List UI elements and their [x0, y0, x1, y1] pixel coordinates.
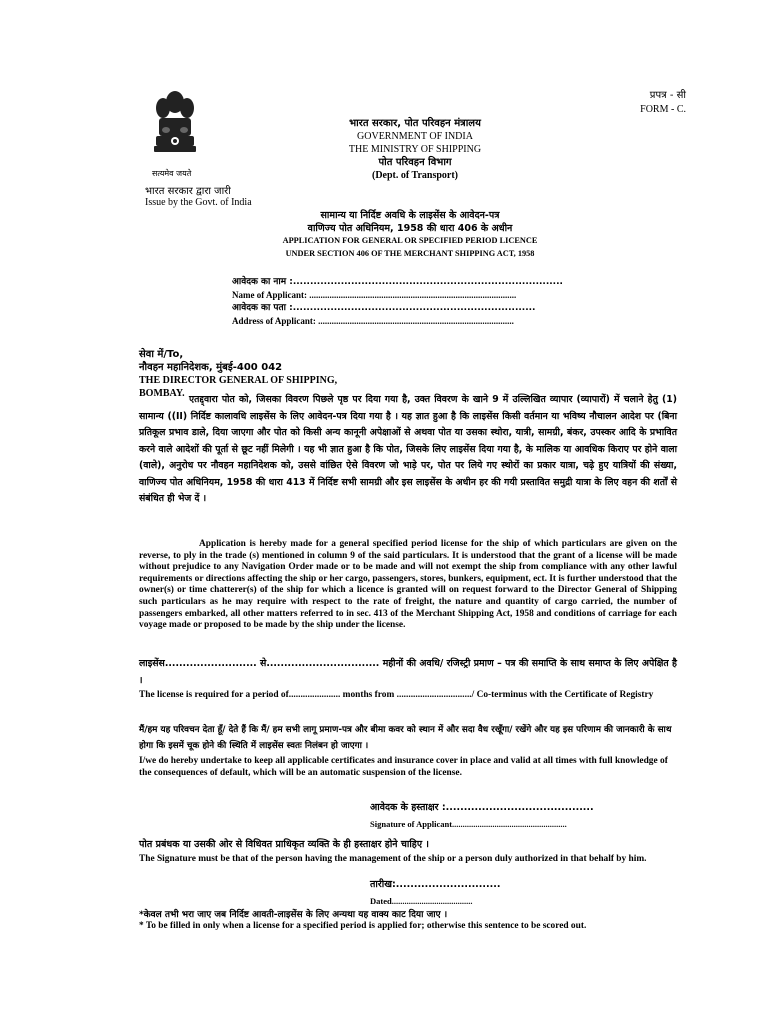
- emblem-motto: सत्यमेव जयते: [152, 169, 192, 178]
- form-code: [640, 89, 686, 117]
- dated-field[interactable]: Dated......................................: [370, 896, 473, 906]
- ministry-header: [260, 117, 570, 182]
- undertaking-english: I/we do hereby undertake to keep all applicable certificates and insurance cover in place and valid at all times with full knowledge of the consequences of default, which will be an automatic suspension of the license.: [139, 756, 668, 778]
- title-hindi-2: वाणिज्य पोत अधिनियम, 1958 की धारा 406 के अधीन: [307, 222, 513, 234]
- issued-by-english: Issue by the Govt. of India: [145, 197, 252, 208]
- header-line-1: भारत सरकार, पोत परिवहन मंत्रालय: [349, 118, 481, 129]
- header-line-3: THE MINISTRY OF SHIPPING: [348, 144, 482, 155]
- dated-hindi-field[interactable]: तारीख:.............................: [370, 879, 501, 890]
- header-line-2: GOVERNMENT OF INDIA: [357, 131, 473, 142]
- application-title: [210, 210, 610, 260]
- title-english-2: UNDER SECTION 406 OF THE MERCHANT SHIPPING ACT, 1958: [285, 248, 535, 258]
- signature-hindi-field[interactable]: आवेदक के हस्ताक्षर :.........................................: [370, 802, 594, 813]
- to-dg-english: THE DIRECTOR GENERAL OF SHIPPING,: [139, 375, 338, 386]
- to-dg-hindi: नौवहन महानिदेशक, मुंबई-400 042: [139, 362, 283, 373]
- header-line-4: पोत परिवहन विभाग: [378, 157, 452, 168]
- applicant-address-field[interactable]: Address of Applicant: .......................................................................................: [232, 316, 514, 326]
- form-code-english: FORM - C.: [640, 104, 686, 115]
- title-hindi-1: सामान्य या निर्दिष्ट अवधि के लाइसेंस के आवेदन-पत्र: [320, 210, 500, 221]
- footnote-hindi: *केवल तभी भरा जाए जब निर्दिष्ट आवती-लाइसेंस के लिए अन्यथा यह वाक्य काट दिया जाए ।: [139, 910, 448, 920]
- undertaking-hindi: मैं/हम यह परिवचन देता हूँ/ देते हैं कि मैं/ हम सभी लागू प्रमाण-पत्र और बीमा कवर को स्थान में और सदा वैध रखूँगा/ रखेंगे और यह इस परिणाम की जानकारी के साथ होगा कि इसमें चूक होने की स्थिति में लाइसेंस स्वतः निलंबन हो जाएगा ।: [139, 725, 672, 751]
- applicant-name-hindi-field[interactable]: आवेदक का नाम :...............................................................................: [232, 277, 563, 287]
- form-code-hindi: प्रपत्र - सी: [649, 90, 686, 101]
- national-emblem-icon: [150, 88, 200, 168]
- license-period-hindi: लाइसेंस.......................... से................................ महीनों की अवधि/ रजिस्ट्री प्रमाण – पत्र की समाप्ति के साथ समाप्त के लिए अपेक्षित है ।: [139, 658, 677, 686]
- applicant-fields: [232, 276, 563, 328]
- title-english-1: APPLICATION FOR GENERAL OR SPECIFIED PERIOD LICENCE: [282, 236, 538, 245]
- to-city: BOMBAY.: [139, 388, 185, 399]
- signature-requirement-hindi: पोत प्रबंधक या उसकी ओर से विधिवत प्राधिकृत व्यक्ति के ही हस्ताक्षर होने चाहिए ।: [139, 839, 430, 850]
- header-line-5: (Dept. of Transport): [371, 170, 458, 181]
- issued-by-hindi: भारत सरकार द्वारा जारी: [145, 186, 231, 197]
- signature-block: [370, 800, 594, 832]
- to-label: सेवा में/To,: [139, 349, 184, 360]
- signature-requirement-english: The Signature must be that of the person having the management of the ship or a person duly authorized in that behalf by him.: [139, 854, 647, 864]
- application-paragraph-english: Application is hereby made for a general specified period license for the ship of which particulars are given on the reverse, to ply in the trade (s) mentioned in column 9 of the said particulars. It is understood that the grant of a license will be made without prejudice to any Navigation Order made or to be made and will not exempt the ship from compliance with any other lawful requirements or directions affecting the ship or her cargo, passengers, stores, bunkers, equipment, ect. It is further understood that the owner(s) or time chatterer(s) of the ship for which a licence is granted will on request forward to the Director General of Shipping such particulars as he may require with respect to the rate of freight, the nature and quantity of cargo carried, the number of passengers embarked, all other matters referred to in sec. 413 of the Merchant Shipping Act, 1958 and conditions of carriage for each voyage made or proposed to be made by the ship under the license.: [139, 539, 677, 631]
- applicant-name-field[interactable]: Name of Applicant: ............................................................................................: [232, 290, 517, 300]
- license-period-english: The license is required for a period of...................... months from ................................/ Co-terminus with the Certificate of Registry: [139, 690, 654, 700]
- footnote-english: * To be filled in only when a license for a specified period is applied for; otherwise this sentence to be scored out.: [139, 921, 587, 931]
- signature-field[interactable]: Signature of Applicant......................................................: [370, 819, 567, 829]
- applicant-address-hindi-field[interactable]: आवेदक का पता :.......................................................................: [232, 303, 536, 313]
- dated-block: [370, 877, 500, 909]
- application-paragraph-hindi: एतद्द्वारा पोत को, जिसका विवरण पिछले पृष्ठ पर दिया गया है, उक्त विवरण के खाने 9 में उल्लिखित व्यापार (व्यापारों) में चलाने हेतु (1) सामान्य ((II) निर्दिष्ट कालावधि लाइसेंस के लिए आवेदन-पत्र दिया गया है । यह ज्ञात हुआ है कि लाइसेंस किसी वर्तमान या भविष्य नौचालन आदेश पर (बिना प्रतिकूल प्रभाव डाले, दिया जाएगा और पोत को किसी अन्य कानूनी अपेक्षाओं से अथवा पोत या उसका स्थोरा, यात्री, सामग्री, बंकर, उपस्कर आदि के प्रभावित करने वाले आदेशों की पूर्ता से छूट नहीं मिलेगी । यह भी ज्ञात हुआ है कि पोत, जिसके लिए लाइसेंस दिया गया है, के मालिक या आवधिक किराए पर होने वाला (वाले), अनुरोध पर नौवहन महानिदेशक को, उससे वांछित ऐसे विवरण जो भाड़े पर, पोत पर लिये गए स्थोरों का प्रकार यात्रा, चढ़े हुए यात्रियों की संख्या, वाणिज्य पोत अधिनियम, 1958 की धारा 413 में निर्दिष्ट सभी सामग्री और इस लाइसेंस के अधीन हर की गयी प्रस्तावित समुद्री यात्रा के लिए वहन की शर्तों से संबंधित ही भेज दें ।: [139, 394, 677, 504]
